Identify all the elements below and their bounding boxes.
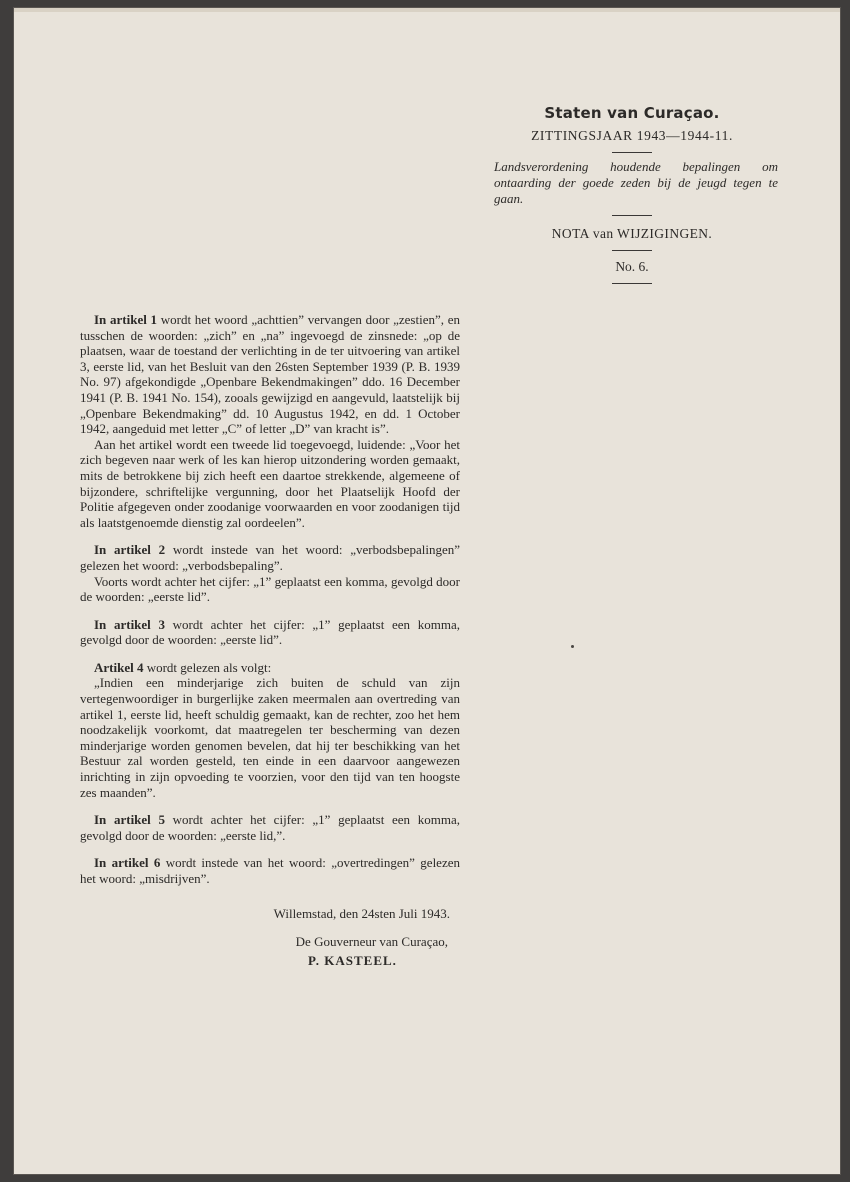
header-divider <box>612 250 652 251</box>
article-label: Artikel 4 <box>94 659 144 675</box>
article-text: wordt achter het cijfer: „1” geplaatst een komma, gevolgd door de woorden: „eerste lid”. <box>80 616 460 648</box>
document-header <box>482 96 782 284</box>
header-divider <box>612 152 652 153</box>
article-extra: „Indien een minderjarige zich buiten de schuld van zijn vertegenwoordiger in burgerlijke zaken meermalen aan overtreding van artikel 1, eerste lid, heeft schuldig gemaakt, kan de rechter, zoo het hem noodzakelijk voorkomt, dat maatregelen ter bescherming van dezen minderjarige worden genomen bevelen, dat hij ter beschikking van het Bestuur zal worden gesteld, ten einde in een daarvoor aangewezen inrichting in zijn opvoeding te voorzien, voor den tijd van ten hoogste zes maanden”. <box>80 675 460 800</box>
header-divider <box>612 283 652 284</box>
session-year: ZITTINGSJAAR 1943—1944-11. <box>531 128 733 143</box>
article-text: wordt instede van het woord: „verbodsbepalingen” gelezen het woord: „verbodsbepaling”. <box>80 542 460 573</box>
article-text: wordt achter het cijfer: „1” geplaatst een komma, gevolgd door de woorden: „eerste lid,”. <box>80 812 460 843</box>
article-paragraph <box>80 855 460 886</box>
article-text: wordt het woord „achttien” vervangen door „zestien”, en tusschen de woorden: „zich” en „na” ingevoegd de zinsnede: „op de plaatsen, waar de toestand der verlichting in de ter uitvoering van artikel 3, eerste lid, van het Besluit van den 26sten September 1939 (P. B. 1939 No. 97) afgekondigde „Openbare Bekendmakingen” ddo. 16 December 1941 (P. B. 1941 No. 154), zooals gewijzigd en aangevuld, laatstelijk bij „Openbare Bekendmaking” dd. 10 Augustus 1942, en dd. 1 October 1942, aangeduid met letter „C” of letter „D” van kracht is”. <box>80 312 460 437</box>
document-title: Staten van Curaçao. <box>544 104 720 122</box>
document-number: No. 6. <box>615 259 649 274</box>
article-paragraph <box>80 617 460 648</box>
ordinance-subject: Landsverordening houdende bepalingen om ontaarding der goede zeden bij de jeugd tegen te gaan. <box>494 159 778 206</box>
article-label: In artikel 1 <box>94 312 158 327</box>
article-label: In artikel 6 <box>94 855 161 871</box>
header-divider <box>612 215 652 216</box>
place-date: Willemstad, den 24sten Juli 1943. <box>273 906 450 921</box>
article-paragraph <box>80 312 460 437</box>
article-paragraph <box>80 542 460 573</box>
amendments-body <box>80 312 460 887</box>
article-label: In artikel 5 <box>94 812 165 828</box>
article-label: In artikel 3 <box>94 616 165 632</box>
signatory-name: P. KASTEEL. <box>308 953 397 968</box>
article-text: wordt instede van het woord: „overtredingen” gelezen het woord: „misdrijven”. <box>80 855 460 886</box>
article-paragraph <box>80 812 460 843</box>
article-label: In artikel 2 <box>94 542 166 558</box>
nota-heading: NOTA van WIJZIGINGEN. <box>551 226 713 241</box>
article-paragraph <box>80 660 460 676</box>
article-extra: Voorts wordt achter het cijfer: „1” geplaatst een komma, gevolgd door de woorden: „eerste lid”. <box>80 573 460 605</box>
article-extra: Aan het artikel wordt een tweede lid toegevoegd, luidende: „Voor het zich begeven naar werk of les kan hierop uitzondering worden gemaakt, mits de betrokkene bij zich heeft een daartoe strekkende, algemeene of bijzondere, schriftelijke vergunning, door het Plaatselijk Hoofd der Politie afgegeven onder zoodanige voorwaarden en voor zoodanigen tijd als laatstgenoemde dienstig zal oordeelen”. <box>80 436 460 530</box>
article-text: wordt gelezen als volgt: <box>143 659 272 675</box>
page-edge <box>14 8 840 12</box>
signatory-office: De Gouverneur van Curaçao, <box>295 934 448 949</box>
paper-speck <box>571 645 574 648</box>
